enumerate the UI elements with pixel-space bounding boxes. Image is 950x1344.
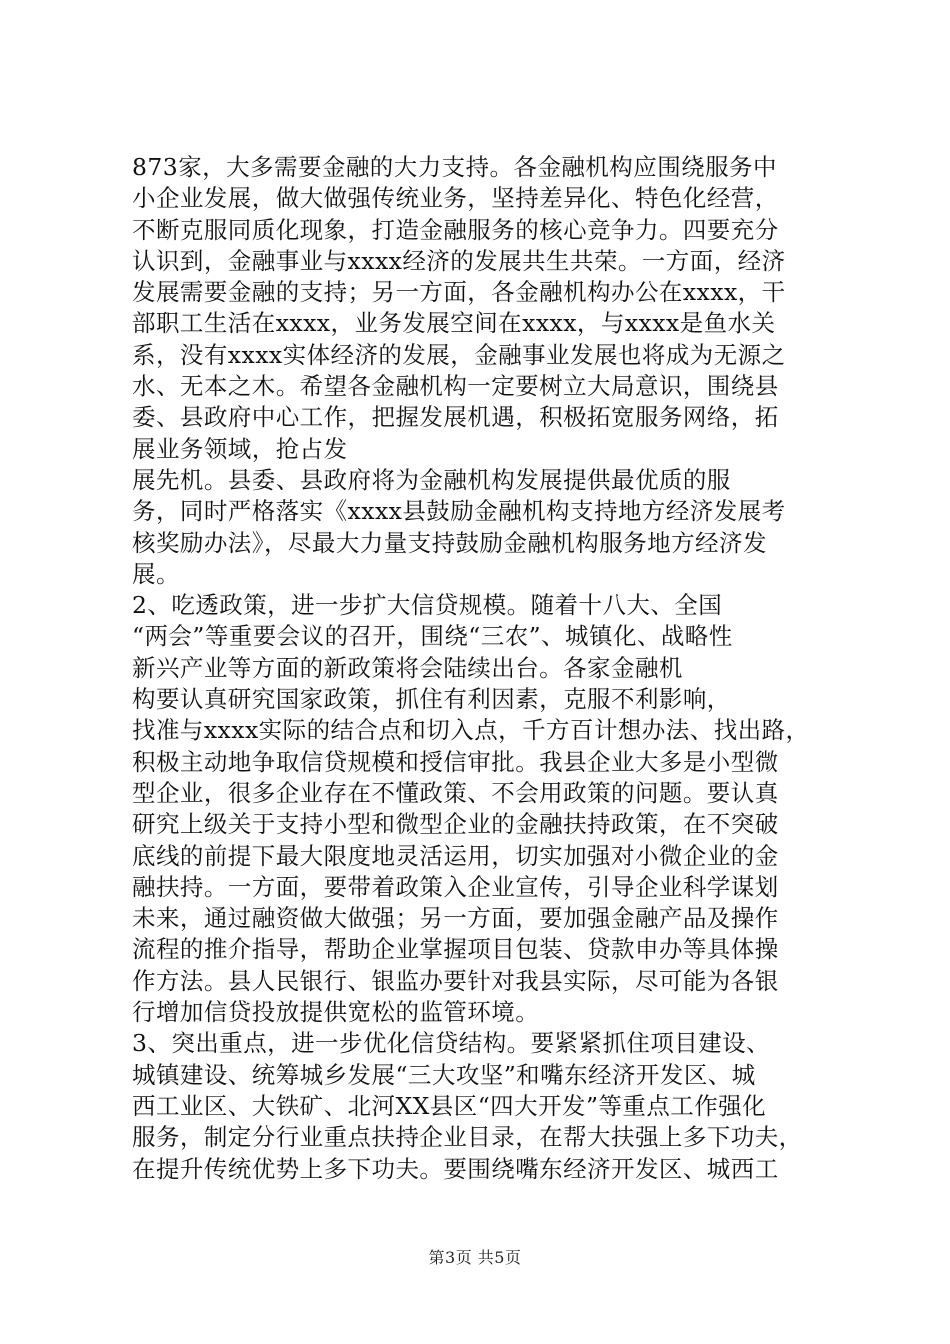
- text-line: 底线的前提下最大限度地灵活运用，切实加强对小微企业的金: [132, 841, 779, 870]
- text-line: 务，同时严格落实《xxxx县鼓励金融机构支持地方经济发展考: [132, 497, 786, 526]
- text-line: 西工业区、大铁矿、北河XX县区“四大开发”等重点工作强化: [132, 1091, 767, 1120]
- page-number: 第3页 共5页: [428, 1248, 522, 1267]
- text-line: 积极主动地争取信贷规模和授信审批。我县企业大多是小型微: [132, 747, 779, 776]
- text-line: 发展需要金融的支持；另一方面，各金融机构办公在xxxx，干: [132, 278, 786, 307]
- text-line: 核奖励办法》，尽最大力量支持鼓励金融机构服务地方经济发: [132, 528, 767, 557]
- text-line: 部职工生活在xxxx，业务发展空间在xxxx，与xxxx是鱼水关: [132, 309, 776, 338]
- text-line: 行增加信贷投放提供宽松的监管环境。: [132, 998, 540, 1027]
- text-line: 融扶持。一方面，要带着政策入企业宣传，引导企业科学谋划: [132, 872, 779, 901]
- text-line: 委、县政府中心工作，把握发展机遇，积极拓宽服务网络，拓: [132, 403, 779, 432]
- text-line: 在提升传统优势上多下功夫。要围绕嘴东经济开发区、城西工: [132, 1154, 779, 1183]
- text-line: 系，没有xxxx实体经济的发展，金融事业发展也将成为无源之: [132, 340, 786, 369]
- text-line: 2、吃透政策，进一步扩大信贷规模。随着十八大、全国: [132, 591, 723, 620]
- text-line: 3、突出重点，进一步优化信贷结构。要紧紧抓住项目建设、: [132, 1029, 771, 1058]
- text-line: 认识到，金融事业与xxxx经济的发展共生共荣。一方面，经济: [132, 246, 786, 275]
- text-line: 873家，大多需要金融的大力支持。各金融机构应围绕服务中: [132, 153, 777, 181]
- text-line: 展业务领域，抢占发: [132, 434, 348, 463]
- body-text: [132, 152, 852, 1185]
- text-line: 展先机。县委、县政府将为金融机构发展提供最优质的服: [132, 465, 731, 494]
- text-line: 城镇建设、统筹城乡发展“三大攻坚”和嘴东经济开发区、城: [132, 1060, 756, 1089]
- text-line: 展。: [132, 559, 180, 588]
- text-line: 新兴产业等方面的新政策将会陆续出台。各家金融机: [132, 653, 683, 682]
- text-line: 型企业，很多企业存在不懂政策、不会用政策的问题。要认真: [132, 778, 779, 807]
- text-line: “两会”等重要会议的召开，围绕“三农”、城镇化、战略性: [132, 622, 733, 651]
- text-line: 服务，制定分行业重点扶持企业目录，在帮大扶强上多下功夫，: [132, 1123, 803, 1152]
- text-line: 水、无本之木。希望各金融机构一定要树立大局意识，围绕县: [132, 372, 779, 401]
- text-line: 找准与xxxx实际的结合点和切入点，千方百计想办法、找出路，: [132, 716, 810, 745]
- text-line: 未来，通过融资做大做强；另一方面，要加强金融产品及操作: [132, 904, 779, 933]
- text-line: 流程的推介指导，帮助企业掌握项目包装、贷款申办等具体操: [132, 935, 779, 964]
- text-line: 研究上级关于支持小型和微型企业的金融扶持政策，在不突破: [132, 810, 779, 839]
- text-line: 构要认真研究国家政策，抓住有利因素，克服不利影响，: [132, 685, 731, 714]
- text-line: 作方法。县人民银行、银监办要针对我县实际，尽可能为各银: [132, 966, 779, 995]
- page-footer: [0, 1245, 950, 1268]
- text-line: 小企业发展，做大做强传统业务，坚持差异化、特色化经营，: [132, 184, 779, 213]
- text-line: 不断克服同质化现象，打造金融服务的核心竞争力。四要充分: [132, 215, 779, 244]
